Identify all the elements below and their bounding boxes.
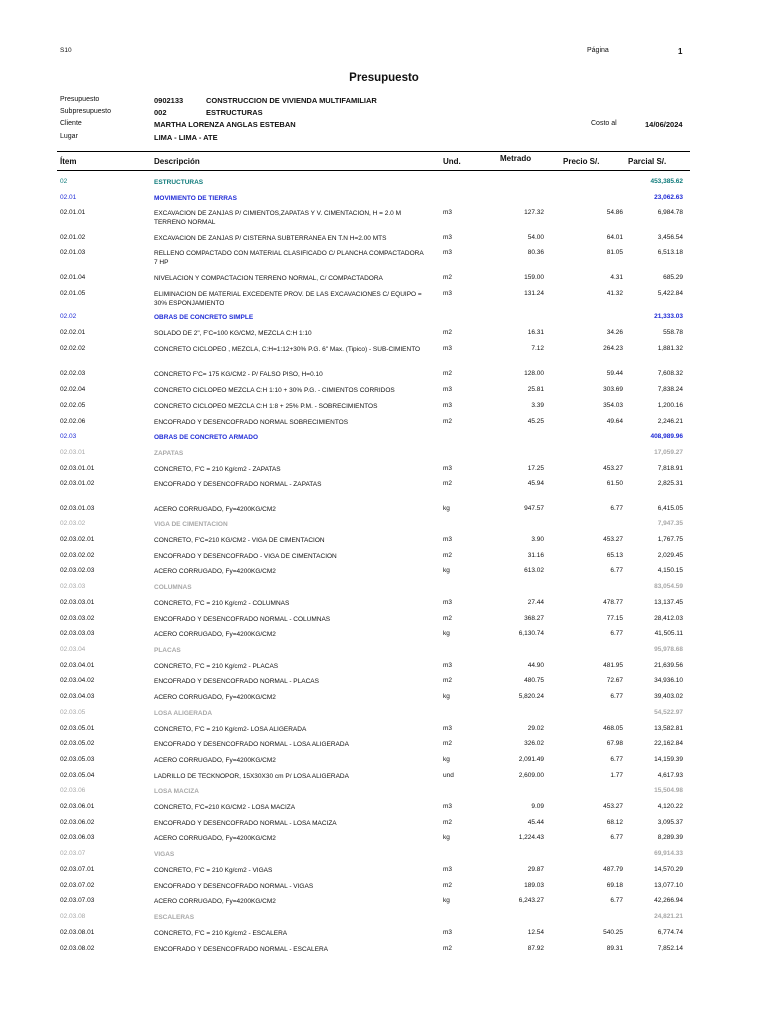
cell-parcial: 83,054.59 xyxy=(654,583,683,590)
cell-und: kg xyxy=(443,693,450,700)
cell-item: 02.03.03.01 xyxy=(60,599,95,606)
cell-metrado: 159.00 xyxy=(524,274,544,281)
header-rule-bottom xyxy=(57,170,690,171)
cell-item: 02.03.08.02 xyxy=(60,945,95,952)
cell-metrado: 3.39 xyxy=(531,402,544,409)
column-header-und: Und. xyxy=(443,157,461,166)
cell-item: 02.03.07.01 xyxy=(60,866,95,873)
cell-parcial: 34,936.10 xyxy=(654,677,683,684)
cell-precio: 68.12 xyxy=(606,819,623,826)
cell-item: 02.01.04 xyxy=(60,274,86,281)
cell-item: 02.01 xyxy=(60,194,77,201)
cell-item: 02.03.06.01 xyxy=(60,803,95,810)
cell-desc: CONCRETO, F'C = 210 Kg/cm2 - ZAPATAS xyxy=(154,466,281,473)
cell-parcial: 453,385.62 xyxy=(650,178,683,185)
cell-item: 02.03.02.02 xyxy=(60,552,95,559)
cell-desc: ACERO CORRUGADO, Fy=4200KG/CM2 xyxy=(154,835,276,842)
cell-und: kg xyxy=(443,567,450,574)
cell-metrado: 2,609.00 xyxy=(518,772,544,779)
cell-und: m3 xyxy=(443,386,453,393)
cell-parcial: 41,505.11 xyxy=(654,630,683,637)
cell-desc: CONCRETO, F'C = 210 Kg/cm2 - VIGAS xyxy=(154,867,273,874)
presupuesto-name: CONSTRUCCION DE VIVIENDA MULTIFAMILIAR xyxy=(206,96,377,105)
cell-item: 02.03 xyxy=(60,433,77,440)
cell-desc: ENCOFRADO Y DESENCOFRADO NORMAL - ZAPATAS xyxy=(154,481,322,488)
cell-item: 02.03.02.03 xyxy=(60,567,95,574)
cell-parcial: 1,767.75 xyxy=(657,536,683,543)
cell-precio: 6.77 xyxy=(610,693,623,700)
cell-parcial: 558.78 xyxy=(663,329,683,336)
cell-desc: CONCRETO F'C= 175 KG/CM2 - P/ FALSO PISO, H=0.10 xyxy=(154,371,323,378)
cell-parcial: 15,504.98 xyxy=(654,787,683,794)
cell-desc: CONCRETO, F'C = 210 Kg/cm2- LOSA ALIGERADA xyxy=(154,726,307,733)
cell-parcial: 8,289.39 xyxy=(657,834,683,841)
cell-item: 02.03.05.01 xyxy=(60,725,95,732)
cell-parcial: 17,059.27 xyxy=(654,449,683,456)
column-header-parcial: Parcial S/. xyxy=(628,157,667,166)
cell-item: 02.03.01.01 xyxy=(60,465,95,472)
cell-parcial: 2,029.45 xyxy=(657,552,683,559)
cell-und: m3 xyxy=(443,725,453,732)
cell-item: 02.01.05 xyxy=(60,290,86,297)
cell-desc: VIGA DE CIMENTACION xyxy=(154,521,228,528)
cell-und: m3 xyxy=(443,929,453,936)
cell-item: 02.03.03 xyxy=(60,583,86,590)
cell-desc: ENCOFRADO Y DESENCOFRADO NORMAL SOBRECIMIENTOS xyxy=(154,419,349,426)
cell-item: 02.03.06.02 xyxy=(60,819,95,826)
cell-desc: ESCALERAS xyxy=(154,914,195,921)
header-rule-top xyxy=(57,151,690,152)
cell-parcial: 6,984.78 xyxy=(657,209,683,216)
cell-precio: 303.69 xyxy=(603,386,623,393)
cell-desc: MOVIMIENTO DE TIERRAS xyxy=(154,195,237,202)
subpresupuesto-code: 002 xyxy=(154,108,167,117)
cell-desc: ENCOFRADO Y DESENCOFRADO NORMAL - VIGAS xyxy=(154,883,314,890)
cell-metrado: 12.54 xyxy=(527,929,544,936)
cell-parcial: 39,403.02 xyxy=(654,693,683,700)
cell-metrado: 29.02 xyxy=(527,725,544,732)
cell-item: 02 xyxy=(60,178,68,185)
cell-desc: CONCRETO CICLOPEO MEZCLA C:H 1:8 + 25% P.M. - SOBRECIMIENTOS xyxy=(154,403,378,410)
cell-item: 02.03.03.03 xyxy=(60,630,95,637)
column-header-descripcion: Descripción xyxy=(154,157,200,166)
cell-parcial: 28,412.03 xyxy=(654,615,683,622)
cell-desc: COLUMNAS xyxy=(154,584,192,591)
cell-metrado: 127.32 xyxy=(524,209,544,216)
cell-precio: 354.03 xyxy=(603,402,623,409)
cell-desc: CONCRETO, F'C=210 KG/CM2 - LOSA MACIZA xyxy=(154,804,296,811)
cell-desc: CONCRETO CICLOPEO MEZCLA C:H 1:10 + 30% P.G. - CIMIENTOS CORRIDOS xyxy=(154,387,395,394)
cell-item: 02.03.03.02 xyxy=(60,615,95,622)
cell-metrado: 27.44 xyxy=(527,599,544,606)
cell-metrado: 613.02 xyxy=(524,567,544,574)
cell-metrado: 131.24 xyxy=(524,290,544,297)
cell-precio: 54.86 xyxy=(606,209,623,216)
cell-metrado: 3.90 xyxy=(531,536,544,543)
presupuesto-code: 0902133 xyxy=(154,96,184,105)
cell-desc: EXCAVACION DE ZANJAS P/ CISTERNA SUBTERRANEA EN T.N H=2.00 MTS xyxy=(154,235,387,242)
cell-precio: 64.01 xyxy=(606,234,623,241)
cell-metrado: 25.81 xyxy=(527,386,544,393)
cell-precio: 67.98 xyxy=(606,740,623,747)
cell-precio: 59.44 xyxy=(606,370,623,377)
cell-metrado: 17.25 xyxy=(527,465,544,472)
cell-desc: CONCRETO, F'C=210 KG/CM2 - VIGA DE CIMENTACION xyxy=(154,537,325,544)
cell-parcial: 1,881.32 xyxy=(657,345,683,352)
cell-metrado: 7.12 xyxy=(531,345,544,352)
cell-desc: ACERO CORRUGADO, Fy=4200KG/CM2 xyxy=(154,898,276,905)
column-header-item: Ítem xyxy=(60,157,77,166)
cell-und: kg xyxy=(443,505,450,512)
cell-metrado: 31.16 xyxy=(527,552,544,559)
cell-desc: ENCOFRADO Y DESENCOFRADO NORMAL - LOSA MACIZA xyxy=(154,820,337,827)
presupuesto-label: Presupuesto xyxy=(60,96,100,103)
cell-item: 02.03.04.03 xyxy=(60,693,95,700)
cell-precio: 41.32 xyxy=(606,290,623,297)
cell-desc: ENCOFRADO Y DESENCOFRADO NORMAL - COLUMNAS xyxy=(154,616,331,623)
cell-parcial: 13,582.81 xyxy=(654,725,683,732)
cell-item: 02.01.02 xyxy=(60,234,86,241)
cell-parcial: 2,825.31 xyxy=(657,480,683,487)
cell-item: 02.01.03 xyxy=(60,249,86,256)
cell-precio: 72.67 xyxy=(606,677,623,684)
cell-und: m2 xyxy=(443,329,453,336)
cell-metrado: 9.09 xyxy=(531,803,544,810)
cell-item: 02.03.05.02 xyxy=(60,740,95,747)
cell-metrado: 2,091.49 xyxy=(518,756,544,763)
cell-desc: CONCRETO, F'C = 210 Kg/cm2 - COLUMNAS xyxy=(154,600,290,607)
cell-und: m2 xyxy=(443,819,453,826)
cell-parcial: 7,852.14 xyxy=(657,945,683,952)
cell-parcial: 54,522.97 xyxy=(654,709,683,716)
cell-precio: 540.25 xyxy=(603,929,623,936)
cell-desc: LOSA ALIGERADA xyxy=(154,710,213,717)
cell-item: 02.03.06 xyxy=(60,787,86,794)
cell-metrado: 947.57 xyxy=(524,505,544,512)
cell-item: 02.02.06 xyxy=(60,418,86,425)
cell-parcial: 4,120.22 xyxy=(657,803,683,810)
cell-item: 02.03.06.03 xyxy=(60,834,95,841)
cell-precio: 77.15 xyxy=(606,615,623,622)
cell-desc: CONCRETO, F'C = 210 Kg/cm2 - ESCALERA xyxy=(154,930,288,937)
cell-desc: ACERO CORRUGADO, Fy=4200KG/CM2 xyxy=(154,506,276,513)
cell-item: 02.03.04.02 xyxy=(60,677,95,684)
cell-metrado: 6,243.27 xyxy=(518,897,544,904)
cell-desc: SOLADO DE 2", F'C=100 KG/CM2, MEZCLA C:H 1:10 xyxy=(154,330,312,337)
cell-metrado: 45.25 xyxy=(527,418,544,425)
cell-parcial: 7,818.91 xyxy=(657,465,683,472)
cell-item: 02.02.03 xyxy=(60,370,86,377)
cell-parcial: 22,162.84 xyxy=(654,740,683,747)
cell-metrado: 326.02 xyxy=(524,740,544,747)
cell-item: 02.03.01.03 xyxy=(60,505,95,512)
cell-desc: ACERO CORRUGADO, Fy=4200KG/CM2 xyxy=(154,568,276,575)
cell-und: m2 xyxy=(443,552,453,559)
costo-label: Costo al xyxy=(591,120,617,127)
cell-item: 02.03.04 xyxy=(60,646,86,653)
cell-desc: OBRAS DE CONCRETO SIMPLE xyxy=(154,314,254,321)
cell-item: 02.03.08 xyxy=(60,913,86,920)
cell-und: und xyxy=(443,772,454,779)
cell-parcial: 7,838.24 xyxy=(657,386,683,393)
cell-desc: ENCOFRADO Y DESENCOFRADO NORMAL - LOSA ALIGERADA xyxy=(154,741,349,748)
cell-item: 02.03.07 xyxy=(60,850,86,857)
cell-precio: 1.77 xyxy=(610,772,623,779)
cell-parcial: 4,617.93 xyxy=(657,772,683,779)
cell-metrado: 5,820.24 xyxy=(518,693,544,700)
cell-desc: RELLENO COMPACTADO CON MATERIAL CLASIFICADO C/ PLANCHA COMPACTADORA 7 HP xyxy=(154,250,424,266)
cell-parcial: 6,774.74 xyxy=(657,929,683,936)
cell-item: 02.03.07.03 xyxy=(60,897,95,904)
cell-item: 02.01.01 xyxy=(60,209,86,216)
cell-parcial: 5,422.84 xyxy=(657,290,683,297)
cell-desc: ZAPATAS xyxy=(154,450,184,457)
cell-precio: 481.95 xyxy=(603,662,623,669)
cell-parcial: 685.29 xyxy=(663,274,683,281)
cell-desc: ENCOFRADO Y DESENCOFRADO NORMAL - ESCALERA xyxy=(154,946,328,953)
cell-parcial: 23,062.63 xyxy=(654,194,683,201)
cell-und: kg xyxy=(443,897,450,904)
cell-precio: 61.50 xyxy=(606,480,623,487)
cell-parcial: 21,639.56 xyxy=(654,662,683,669)
column-header-precio: Precio S/. xyxy=(563,157,600,166)
cell-item: 02.03.05 xyxy=(60,709,86,716)
cell-precio: 487.79 xyxy=(603,866,623,873)
cell-und: m3 xyxy=(443,249,453,256)
cell-desc: EXCAVACION DE ZANJAS P/ CIMIENTOS,ZAPATAS Y V. CIMENTACION, H = 2.0 M TERRENO NORMAL xyxy=(154,210,401,226)
cell-item: 02.02.02 xyxy=(60,345,86,352)
page-title: Presupuesto xyxy=(349,72,419,84)
cell-precio: 49.64 xyxy=(606,418,623,425)
cell-parcial: 408,989.96 xyxy=(650,433,683,440)
cell-und: kg xyxy=(443,630,450,637)
cell-item: 02.03.01.02 xyxy=(60,480,95,487)
cell-precio: 4.31 xyxy=(610,274,623,281)
cell-und: m2 xyxy=(443,418,453,425)
cell-und: m2 xyxy=(443,882,453,889)
cell-und: m3 xyxy=(443,803,453,810)
cell-parcial: 6,415.05 xyxy=(657,505,683,512)
cell-metrado: 1,224.43 xyxy=(518,834,544,841)
cell-item: 02.03.02.01 xyxy=(60,536,95,543)
cell-und: m2 xyxy=(443,480,453,487)
cell-precio: 34.26 xyxy=(606,329,623,336)
cell-precio: 453.27 xyxy=(603,536,623,543)
cell-parcial: 7,608.32 xyxy=(657,370,683,377)
cell-und: m3 xyxy=(443,290,453,297)
lugar-label: Lugar xyxy=(60,133,78,140)
cell-metrado: 44.90 xyxy=(527,662,544,669)
cell-parcial: 1,200.16 xyxy=(657,402,683,409)
cell-item: 02.02.01 xyxy=(60,329,86,336)
cell-parcial: 21,333.03 xyxy=(654,313,683,320)
cell-precio: 6.77 xyxy=(610,834,623,841)
cell-desc: CONCRETO, F'C = 210 Kg/cm2 - PLACAS xyxy=(154,663,279,670)
subpresupuesto-label: Subpresupuesto xyxy=(60,108,111,115)
cell-parcial: 95,978.68 xyxy=(654,646,683,653)
report-code: S10 xyxy=(60,47,72,54)
cell-parcial: 6,513.18 xyxy=(657,249,683,256)
cell-und: m3 xyxy=(443,599,453,606)
cell-parcial: 13,077.10 xyxy=(654,882,683,889)
cell-parcial: 14,159.39 xyxy=(654,756,683,763)
cell-desc: NIVELACION Y COMPACTACION TERRENO NORMAL, C/ COMPACTADORA xyxy=(154,275,383,282)
cell-parcial: 42,266.94 xyxy=(654,897,683,904)
cell-desc: ENCOFRADO Y DESENCOFRADO NORMAL - PLACAS xyxy=(154,678,319,685)
cell-precio: 6.77 xyxy=(610,630,623,637)
cell-parcial: 3,095.37 xyxy=(657,819,683,826)
cell-item: 02.03.05.03 xyxy=(60,756,95,763)
cell-parcial: 13,137.45 xyxy=(654,599,683,606)
cell-metrado: 6,130.74 xyxy=(518,630,544,637)
cell-metrado: 87.92 xyxy=(527,945,544,952)
cell-und: m3 xyxy=(443,662,453,669)
cell-parcial: 7,947.35 xyxy=(657,520,683,527)
cell-parcial: 2,246.21 xyxy=(657,418,683,425)
cell-item: 02.03.04.01 xyxy=(60,662,95,669)
cell-desc: LOSA MACIZA xyxy=(154,788,199,795)
cell-und: m3 xyxy=(443,345,453,352)
cell-metrado: 128.00 xyxy=(524,370,544,377)
cell-precio: 6.77 xyxy=(610,756,623,763)
cell-und: m3 xyxy=(443,536,453,543)
cell-und: m3 xyxy=(443,234,453,241)
cell-desc: VIGAS xyxy=(154,851,175,858)
page-number: 1 xyxy=(678,47,683,56)
cell-precio: 81.05 xyxy=(606,249,623,256)
cell-desc: ACERO CORRUGADO, Fy=4200KG/CM2 xyxy=(154,757,276,764)
cliente-value: MARTHA LORENZA ANGLAS ESTEBAN xyxy=(154,120,296,129)
lugar-value: LIMA - LIMA - ATE xyxy=(154,133,218,142)
cell-desc: ACERO CORRUGADO, Fy=4200KG/CM2 xyxy=(154,631,276,638)
cell-metrado: 16.31 xyxy=(527,329,544,336)
cell-und: kg xyxy=(443,834,450,841)
cell-und: m2 xyxy=(443,615,453,622)
cell-und: kg xyxy=(443,756,450,763)
cell-metrado: 189.03 xyxy=(524,882,544,889)
cell-parcial: 3,456.54 xyxy=(657,234,683,241)
cell-item: 02.02.04 xyxy=(60,386,86,393)
cell-precio: 89.31 xyxy=(606,945,623,952)
cell-precio: 453.27 xyxy=(603,465,623,472)
cell-metrado: 54.00 xyxy=(527,234,544,241)
cell-precio: 69.18 xyxy=(606,882,623,889)
cell-parcial: 69,914.33 xyxy=(654,850,683,857)
cell-precio: 478.77 xyxy=(603,599,623,606)
cell-desc: PLACAS xyxy=(154,647,181,654)
cell-und: m3 xyxy=(443,402,453,409)
cell-und: m2 xyxy=(443,945,453,952)
page-label: Página xyxy=(587,47,609,54)
cell-item: 02.03.05.04 xyxy=(60,772,95,779)
cell-item: 02.03.08.01 xyxy=(60,929,95,936)
cell-metrado: 29.87 xyxy=(527,866,544,873)
cell-precio: 453.27 xyxy=(603,803,623,810)
cell-parcial: 24,821.21 xyxy=(654,913,683,920)
cell-metrado: 45.94 xyxy=(527,480,544,487)
cell-und: m3 xyxy=(443,209,453,216)
cell-item: 02.02 xyxy=(60,313,77,320)
cell-desc: ESTRUCTURAS xyxy=(154,179,204,186)
cell-metrado: 45.44 xyxy=(527,819,544,826)
cell-precio: 6.77 xyxy=(610,897,623,904)
cell-desc: ACERO CORRUGADO, Fy=4200KG/CM2 xyxy=(154,694,276,701)
cell-und: m2 xyxy=(443,677,453,684)
cell-precio: 264.23 xyxy=(603,345,623,352)
cell-parcial: 4,150.15 xyxy=(657,567,683,574)
cell-item: 02.02.05 xyxy=(60,402,86,409)
cell-und: m2 xyxy=(443,370,453,377)
cell-metrado: 80.36 xyxy=(527,249,544,256)
cell-precio: 6.77 xyxy=(610,505,623,512)
cell-precio: 6.77 xyxy=(610,567,623,574)
cell-desc: LADRILLO DE TECKNOPOR, 15X30X30 cm P/ LOSA ALIGERADA xyxy=(154,773,349,780)
cell-parcial: 14,570.29 xyxy=(654,866,683,873)
cell-desc: OBRAS DE CONCRETO ARMADO xyxy=(154,434,259,441)
cell-und: m3 xyxy=(443,465,453,472)
cell-desc: CONCRETO CICLOPEO , MEZCLA, C:H=1:12+30% P.G. 6" Max. (Tipico) - SUB-CIMIENTO xyxy=(154,346,421,353)
cell-item: 02.03.01 xyxy=(60,449,86,456)
cell-und: m3 xyxy=(443,866,453,873)
column-header-metrado: Metrado xyxy=(500,154,532,163)
subpresupuesto-name: ESTRUCTURAS xyxy=(206,108,263,117)
cell-metrado: 368.27 xyxy=(524,615,544,622)
cell-desc: ENCOFRADO Y DESENCOFRADO - VIGA DE CIMENTACION xyxy=(154,553,337,560)
cell-precio: 468.05 xyxy=(603,725,623,732)
costo-value: 14/06/2024 xyxy=(645,120,683,129)
cliente-label: Cliente xyxy=(60,120,82,127)
cell-und: m2 xyxy=(443,740,453,747)
cell-precio: 65.13 xyxy=(606,552,623,559)
cell-desc: ELIMINACION DE MATERIAL EXCEDENTE PROV. DE LAS EXCAVACIONES C/ EQUIPO = 30% ESPONJAMIENTO xyxy=(154,291,422,307)
cell-item: 02.03.07.02 xyxy=(60,882,95,889)
cell-metrado: 480.75 xyxy=(524,677,544,684)
cell-und: m2 xyxy=(443,274,453,281)
cell-item: 02.03.02 xyxy=(60,520,86,527)
